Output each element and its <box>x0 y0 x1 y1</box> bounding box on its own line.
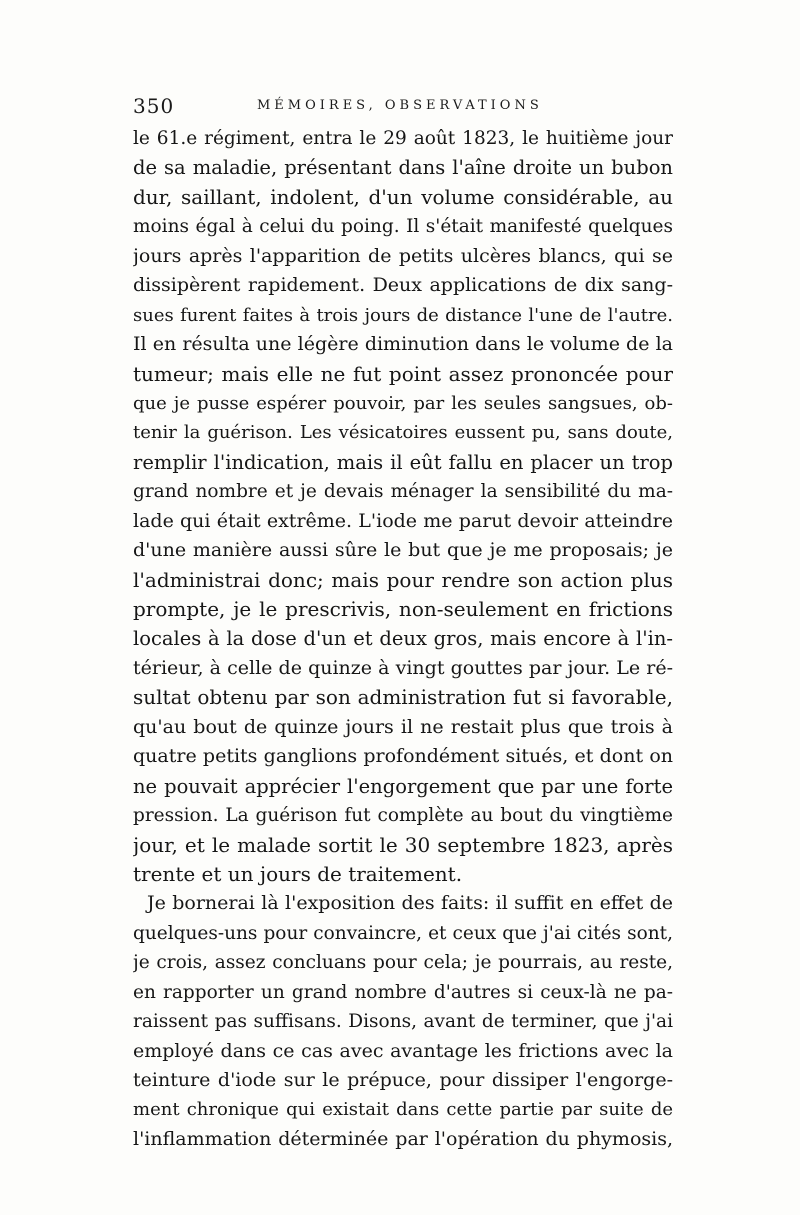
text-line: dissipèrent rapidement. Deux applications de dix sang- <box>133 274 673 297</box>
body-text <box>133 124 673 1154</box>
text-line: teinture d'iode sur le prépuce, pour dissiper l'engorge- <box>133 1069 673 1091</box>
text-line: locales à la dose d'un et deux gros, mais encore à l'in- <box>133 627 673 651</box>
text-line: prompte, je le prescrivis, non-seulement en frictions <box>133 597 673 621</box>
text-line: quatre petits ganglions profondément situés, et dont on <box>133 745 673 768</box>
text-line: l'administrai donc; mais pour rendre son action plus <box>133 567 673 592</box>
text-line-paragraph-start: Je bornerai là l'exposition des faits: il suffit en effet de <box>147 892 673 915</box>
text-line: tumeur; mais elle ne fut point assez prononcée pour <box>133 361 673 386</box>
text-line: térieur, à celle de quinze à vingt gouttes par jour. Le ré- <box>133 656 673 679</box>
text-line: lade qui était extrême. L'iode me parut devoir atteindre <box>133 509 673 532</box>
text-line: ne pouvait apprécier l'engorgement que par une forte <box>133 774 673 798</box>
text-line: de sa maladie, présentant dans l'aîne droite un bubon <box>133 156 673 180</box>
text-line: en rapporter un grand nombre d'autres si ceux-là ne pa- <box>133 981 673 1003</box>
text-line: moins égal à celui du poing. Il s'était manifesté quelques <box>133 216 673 238</box>
text-line: remplir l'indication, mais il eût fallu en placer un trop <box>133 450 673 474</box>
text-line: raissent pas suffisans. Disons, avant de terminer, que j'ai <box>133 1011 673 1033</box>
text-line: jours après l'apparition de petits ulcères blancs, qui se <box>133 244 673 267</box>
text-line: que je pusse espérer pouvoir, par les seules sangsues, ob- <box>133 392 673 414</box>
text-line: d'une manière aussi sûre le but que je me proposais; je <box>133 539 673 562</box>
text-line: jour, et le malade sortit le 30 septembre 1823, après <box>133 832 673 857</box>
text-line: l'inflammation déterminée par l'opération du phymosis, <box>133 1127 673 1150</box>
running-title: MÉMOIRES, OBSERVATIONS <box>257 98 543 113</box>
running-head <box>133 94 673 124</box>
text-line: sues furent faites à trois jours de distance l'une de l'autre. <box>133 304 673 326</box>
text-line: employé dans ce cas avec avantage les frictions avec la <box>133 1039 673 1062</box>
text-line: le 61.e régiment, entra le 29 août 1823, le huitième jour <box>133 128 673 149</box>
text-line-paragraph-end: trente et un jours de traitement. <box>133 861 463 886</box>
text-line: Il en résulta une légère diminution dans le volume de la <box>133 333 673 356</box>
text-line: tenir la guérison. Les vésicatoires eussent pu, sans doute, <box>133 422 673 444</box>
text-line: qu'au bout de quinze jours il ne restait plus que trois à <box>133 715 673 738</box>
text-line: dur, saillant, indolent, d'un volume considérable, au <box>133 184 673 209</box>
text-line: ment chronique qui existait dans cette partie par suite de <box>133 1099 673 1121</box>
text-line: je crois, assez concluans pour cela; je pourrais, au reste, <box>133 952 673 974</box>
text-line: quelques-uns pour convaincre, et ceux que j'ai cités sont, <box>133 922 673 944</box>
text-line: sultat obtenu par son administration fut si favorable, <box>133 685 673 710</box>
text-line: grand nombre et je devais ménager la sensibilité du ma- <box>133 481 673 503</box>
page-number: 350 <box>133 94 175 118</box>
text-line: pression. La guérison fut complète au bout du vingtième <box>133 805 673 827</box>
